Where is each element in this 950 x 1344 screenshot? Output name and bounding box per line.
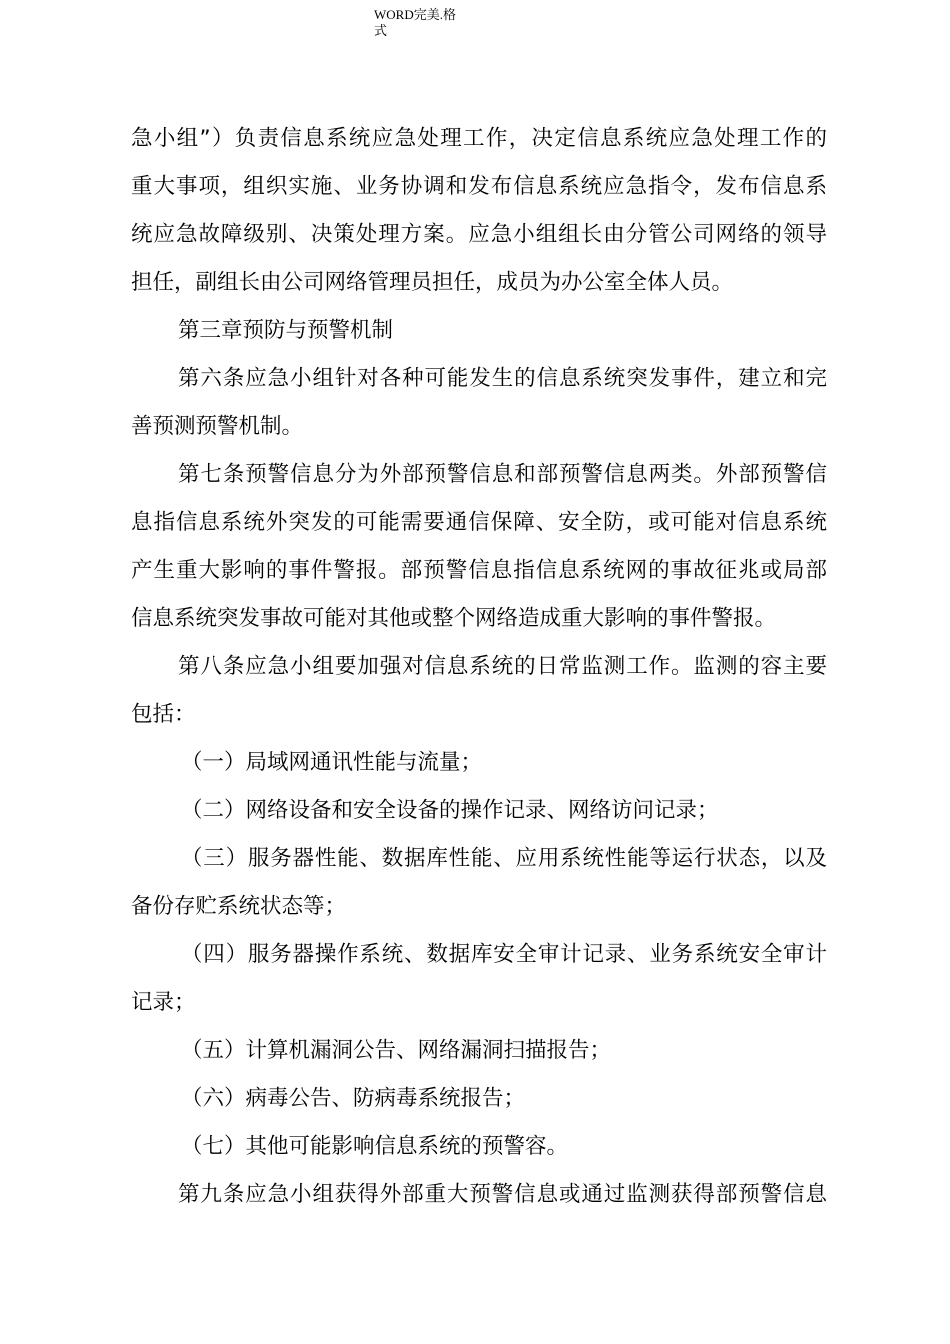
- list-item: （一）局域网通讯性能与流量；: [181, 750, 483, 775]
- text-line: 息指信息系统外突发的可能需要通信保障、安全防，或可能对信息系统: [131, 510, 827, 535]
- text-line: 第六条应急小组针对各种可能发生的信息系统突发事件，建立和完: [178, 366, 827, 391]
- header-note: [374, 7, 474, 39]
- list-item: （四）服务器操作系统、数据库安全审计记录、业务系统安全审计: [181, 942, 827, 967]
- document-body: [131, 115, 827, 1219]
- chapter-heading: 第三章预防与预警机制: [178, 318, 394, 343]
- header-note-line1: WORD完美.格: [374, 7, 456, 22]
- text-line: 统应急故障级别、决策处理方案。应急小组组长由分管公司网络的领导: [131, 222, 827, 247]
- text-line: 急小组”）负责信息系统应急处理工作，决定信息系统应急处理工作的: [131, 126, 827, 151]
- list-item: （七）其他可能影响信息系统的预警容。: [181, 1134, 569, 1159]
- text-line: 第九条应急小组获得外部重大预警信息或通过监测获得部预警信息: [178, 1182, 827, 1207]
- text-line: 记录；: [131, 990, 196, 1015]
- text-line: 重大事项，组织实施、业务协调和发布信息系统应急指令，发布信息系: [131, 174, 827, 199]
- list-item: （三）服务器性能、数据库性能、应用系统性能等运行状态，以及: [181, 846, 827, 871]
- text-line: 信息系统突发事故可能对其他或整个网络造成重大影响的事件警报。: [131, 606, 777, 631]
- list-item: （二）网络设备和安全设备的操作记录、网络访问记录；: [181, 798, 719, 823]
- text-line: 第七条预警信息分为外部预警信息和部预警信息两类。外部预警信: [178, 462, 827, 487]
- text-line: 包括：: [131, 702, 196, 727]
- text-line: 担任，副组长由公司网络管理员担任，成员为办公室全体人员。: [131, 270, 734, 295]
- text-line: 产生重大影响的事件警报。部预警信息指信息系统网的事故征兆或局部: [131, 558, 827, 583]
- header-note-line2: 式: [374, 23, 388, 38]
- list-item: （六）病毒公告、防病毒系统报告；: [181, 1086, 526, 1111]
- text-line: 第八条应急小组要加强对信息系统的日常监测工作。监测的容主要: [178, 654, 827, 679]
- text-line: 备份存贮系统状态等；: [131, 894, 347, 919]
- list-item: （五）计算机漏洞公告、网络漏洞扫描报告；: [181, 1038, 612, 1063]
- text-line: 善预测预警机制。: [131, 414, 304, 439]
